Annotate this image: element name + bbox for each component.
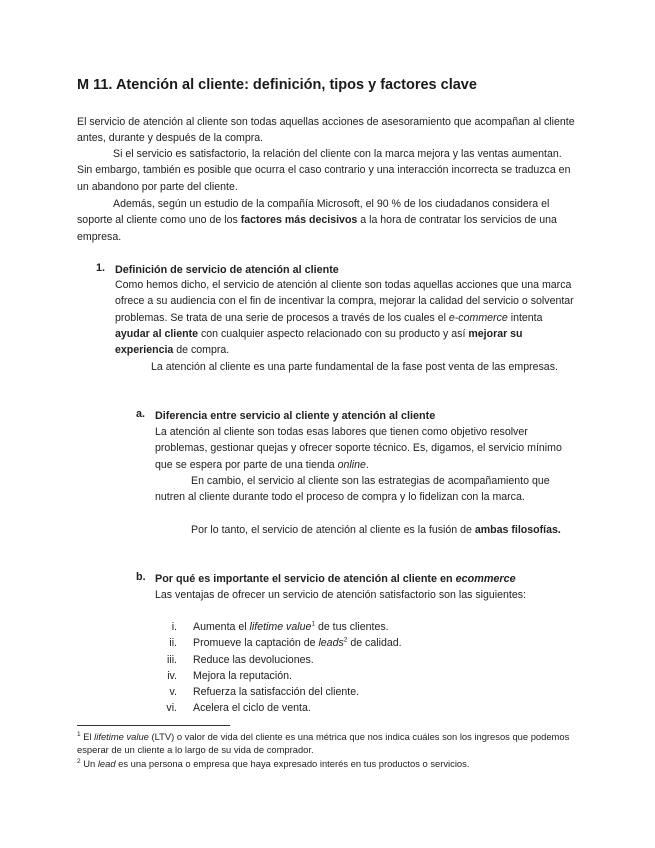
list-item <box>160 652 580 668</box>
intro-paragraph-3: Además, según un estudio de la compañía Microsoft, el 90 % de los ciudadanos considera el soporte al cliente como uno de los factores más decisivos a la hora de contratar los servicios de una empresa. <box>77 198 557 243</box>
intro-paragraph-2: Si el servicio es satisfactorio, la relación del cliente con la marca mejora y las ventas aumentan. Sin embargo, también es posible que ocurra el caso contrario y una interacción incorrecta se traduzca en un abandono por parte del cliente. <box>77 148 571 193</box>
section-a-heading: Diferencia entre servicio al cliente y atención al cliente <box>155 410 436 422</box>
list-text: Reduce las devoluciones. <box>193 653 314 666</box>
list-numeral: ii. <box>169 637 177 650</box>
section-a-paragraph-1: La atención al cliente son todas esas labores que tienen como objetivo resolver problemas, gestionar quejas y ofrecer soporte técnico. Es, digamos, el servicio mínimo que se espera por parte de una tienda online. <box>155 426 562 471</box>
section-1-paragraph-2: La atención al cliente es una parte fundamental de la fase post venta de las empresas. <box>151 361 558 373</box>
footnote-divider <box>77 725 230 726</box>
footnote-2: $^2$ Un lead es una persona o empresa que haya expresado interés en tus productos o servicios. <box>77 757 470 769</box>
list-item <box>160 700 580 716</box>
list-text: Aumenta el lifetime value$^1$ de tus clientes. <box>193 620 389 633</box>
section-b-letter: b. <box>136 571 146 583</box>
section-a-letter: a. <box>136 408 146 420</box>
list-numeral: i. <box>171 621 177 633</box>
benefits-list <box>160 619 580 717</box>
section-a-paragraph-3: Por lo tanto, el servicio de atención al cliente es la fusión de ambas filosofías. <box>191 524 561 536</box>
list-numeral: v. <box>169 686 177 699</box>
list-item <box>160 684 580 700</box>
list-text: Refuerza la satisfacción del cliente. <box>193 686 360 699</box>
list-text: Acelera el ciclo de venta. <box>193 702 311 715</box>
footnote-ref-2[interactable]: 2 <box>343 636 348 644</box>
list-text: Promueve la captación de leads$^2$ de calidad. <box>193 636 402 650</box>
list-numeral: iv. <box>167 669 177 682</box>
list-numeral: iii. <box>166 653 177 666</box>
list-numeral: vi. <box>166 702 177 715</box>
section-a-paragraph-2: En cambio, el servicio al cliente son las estrategias de acompañamiento que nutren al cliente durante todo el proceso de compra y lo fidelizan con la marca. <box>155 475 550 504</box>
list-item <box>160 619 580 635</box>
section-b-heading: Por qué es importante el servicio de atención al cliente en ecommerce <box>155 573 516 585</box>
list-text: Mejora la reputación. <box>193 669 292 682</box>
footnote-1: $^1$ El lifetime value (LTV) o valor de vida del cliente es una métrica que nos indica cuáles son los ingresos que podemos esperar de un cliente a lo largo de su vida de comprador. <box>77 730 570 755</box>
intro-paragraph-1: El servicio de atención al cliente son todas aquellas acciones de asesoramiento que acompañan al cliente antes, durante y después de la compra. <box>77 116 575 145</box>
page-title: M 11. Atención al cliente: definición, tipos y factores clave <box>77 77 477 93</box>
section-1-heading: Definición de servicio de atención al cliente <box>115 264 339 276</box>
section-b-intro: Las ventajas de ofrecer un servicio de atención satisfactorio son las siguientes: <box>155 589 526 601</box>
list-item <box>160 668 580 684</box>
section-1-paragraph-1: Como hemos dicho, el servicio de atención al cliente son todas aquellas acciones que una marca ofrece a su audiencia con el fin de incentivar la compra, mejorar la calidad del servicio o solventar problemas. Se trata de una serie de procesos a través de los cuales el e-commerce intenta ayudar al cliente con cualquier aspecto relacionado con su producto y así mejorar su experiencia de compra. <box>115 279 574 357</box>
list-item <box>160 635 580 651</box>
footnote-ref-1[interactable]: 1 <box>311 620 315 628</box>
section-1-number: 1. <box>96 262 106 274</box>
